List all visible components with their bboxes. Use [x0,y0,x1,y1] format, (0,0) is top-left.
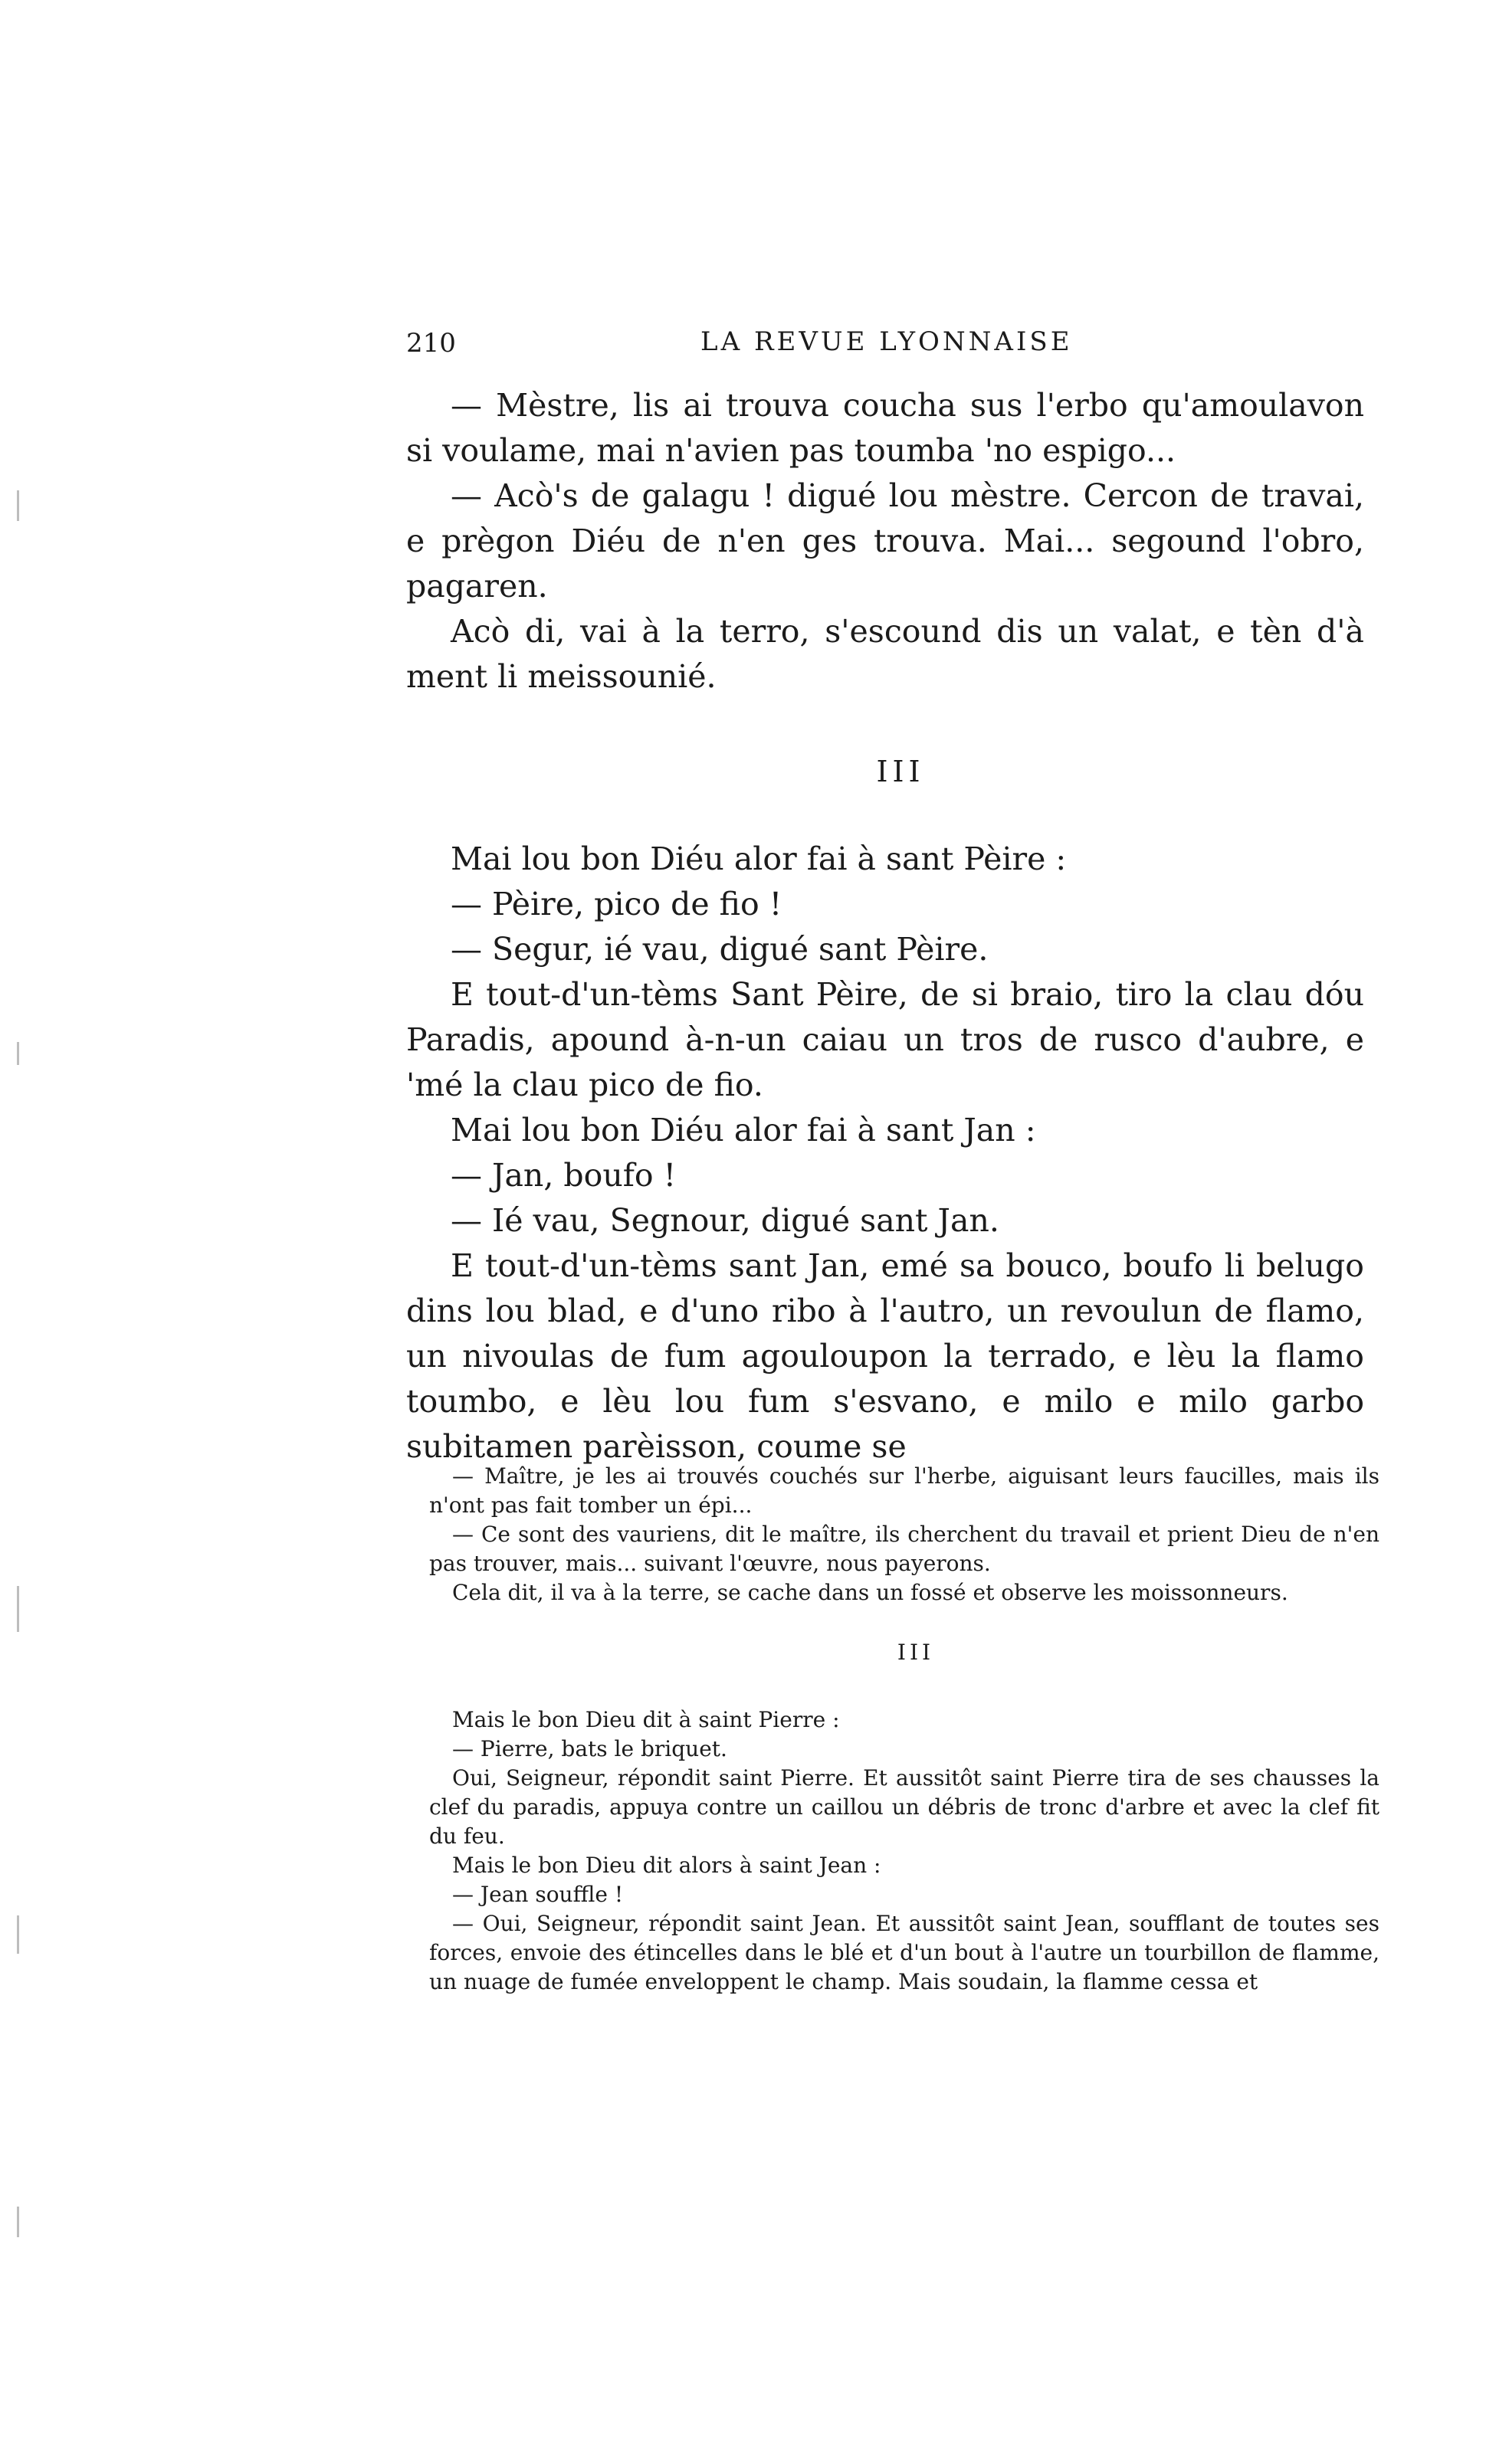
paragraph: — Mèstre, lis ai trouva coucha sus l'erbo qu'amoulavon si voulame, mai n'avien pas toumba 'no espigo... [406,387,1364,469]
paragraph: — Pèire, pico de fio ! [451,886,782,922]
paragraph: E tout-d'un-tèms Sant Pèire, de si braio, tiro la clau dóu Paradis, apound à-n-un caiau un tros de rusco d'aubre, e 'mé la clau pico de fio. [406,976,1364,1103]
provencal-text [406,383,1364,1470]
footnote-paragraph: — Maître, je les ai trouvés couchés sur l'herbe, aiguisant leurs faucilles, mais ils n'ont pas fait tomber un épi... [429,1463,1379,1518]
scan-artifact [17,2207,19,2237]
page-number: 210 [406,328,456,359]
paragraph: Mai lou bon Diéu alor fai à sant Jan : [451,1112,1036,1148]
scan-artifact [17,1042,19,1065]
paragraph: Acò di, vai à la terro, s'escound dis un valat, e tèn d'à ment li meissounié. [406,613,1364,695]
footnote-paragraph: — Jean souffle ! [452,1882,624,1907]
footnote-paragraph: Mais le bon Dieu dit alors à saint Jean : [452,1853,881,1878]
translation-section-heading: III [897,1640,935,1665]
footnote-paragraph: Cela dit, il va à la terre, se cache dans un fossé et observe les moissonneurs. [452,1580,1288,1605]
scan-artifact [17,490,19,521]
scan-artifact [17,1586,19,1632]
paragraph: — Ié vau, Segnour, digué sant Jan. [451,1202,999,1239]
footnote-paragraph: — Ce sont des vauriens, dit le maître, ils cherchent du travail et prient Dieu de n'en pas trouver, mais... suivant l'œuvre, nous payerons. [429,1522,1379,1576]
footnote-paragraph: — Oui, Seigneur, répondit saint Jean. Et aussitôt saint Jean, soufflant de toutes ses forces, envoie des étincelles dans le blé et d'un bout à l'autre un tourbillon de flamme, un nuage de fumée enveloppent le champ. Mais soudain, la flamme cessa et [429,1911,1379,1994]
paragraph: — Acò's de galagu ! digué lou mèstre. Cercon de travai, e prègon Diéu de n'en ges trouva. Mai... segound l'obro, pagaren. [406,477,1364,605]
page-header [406,328,1349,374]
footnote-paragraph: Mais le bon Dieu dit à saint Pierre : [452,1707,840,1732]
scan-artifact [17,1915,19,1954]
paragraph: — Segur, ié vau, digué sant Pèire. [451,931,989,968]
running-title: LA REVUE LYONNAISE [700,326,1073,357]
paragraph: E tout-d'un-tèms sant Jan, emé sa bouco, boufo li belugo dins lou blad, e d'uno ribo à l'autro, un revoulun de flamo, un nivoulas de fum agouloupon la terrado, e lèu la flamo toumbo, e lèu lou fum s'esvano, e milo e milo garbo subitamen parèisson, coume se [406,1247,1364,1465]
paragraph: — Jan, boufo ! [451,1157,677,1194]
paragraph: Mai lou bon Diéu alor fai à sant Pèire : [451,840,1067,877]
footnote-paragraph: — Pierre, bats le briquet. [452,1736,727,1761]
section-heading: III [876,755,925,788]
footnote-paragraph: Oui, Seigneur, répondit saint Pierre. Et aussitôt saint Pierre tira de ses chausses la clef du paradis, appuya contre un caillou un débris de tronc d'arbre et avec la clef fit du feu. [429,1765,1379,1849]
french-translation [429,1462,1379,1997]
